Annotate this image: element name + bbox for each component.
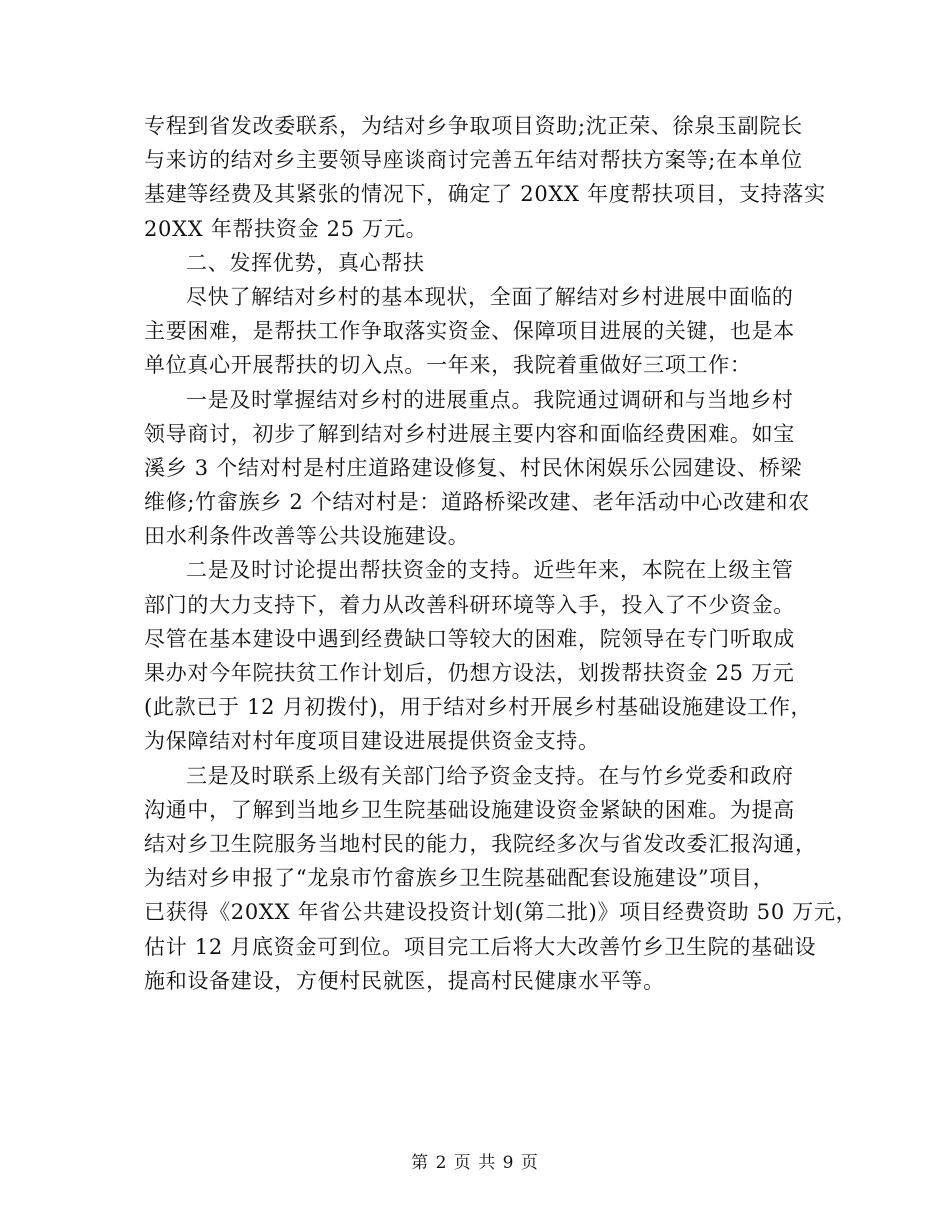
text-line: 领导商讨，初步了解到结对乡村进展主要内容和面临经费困难。如宝 — [144, 421, 795, 446]
text-line: 田水利条件改善等公共设施建设。 — [144, 524, 470, 549]
text-line: 为保障结对村年度项目建设进展提供资金支持。 — [144, 729, 600, 754]
text-line: 尽快了解结对乡村的基本现状，全面了解结对乡村进展中面临的 — [186, 284, 794, 309]
text-line: 专程到省发改委联系，为结对乡争取项目资助;沈正荣、徐泉玉副院长 — [144, 114, 803, 138]
text-line: 果办对今年院扶贫工作计划后，仍想方设法，划拨帮扶资金 25 万元 — [144, 661, 795, 685]
text-line: 尽管在基本建设中遇到经费缺口等较大的困难，院领导在专门听取成 — [144, 626, 795, 651]
text-line: 二、发挥优势，真心帮扶 — [186, 250, 425, 275]
text-line: 基建等经费及其紧张的情况下，确定了 20XX 年度帮扶项目，支持落实 — [144, 182, 826, 207]
text-line: 施和设备建设，方便村民就医，提高村民健康水平等。 — [144, 968, 665, 993]
text-line: 一是及时掌握结对乡村的进展重点。我院通过调研和与当地乡村 — [186, 387, 794, 412]
text-line: 沟通中，了解到当地乡卫生院基础设施建设资金紧缺的困难。为提高 — [144, 797, 795, 822]
text-line: 溪乡 3 个结对村是村庄道路建设修复、村民休闲娱乐公园建设、桥梁 — [144, 455, 803, 480]
text-line: 部门的大力支持下，着力从改善科研环境等入手，投入了不少资金。 — [144, 592, 795, 617]
text-line: 估计 12 月底资金可到位。项目完工后将大大改善竹乡卫生院的基础设 — [144, 934, 817, 959]
text-line: (此款已于 12 月初拨付)，用于结对乡村开展乡村基础设施建设工作， — [144, 695, 813, 720]
document-body — [144, 109, 858, 998]
text-line: 三是及时联系上级有关部门给予资金支持。在与竹乡党委和政府 — [186, 763, 794, 788]
text-line: 单位真心开展帮扶的切入点。一年来，我院着重做好三项工作： — [144, 353, 752, 378]
text-line: 为结对乡申报了“龙泉市竹畲族乡卫生院基础配套设施建设”项目， — [144, 866, 775, 891]
page-number-footer: 第 2 页 共 9 页 — [411, 1153, 539, 1173]
text-line: 二是及时讨论提出帮扶资金的支持。近些年来，本院在上级主管 — [186, 558, 794, 583]
text-line: 已获得《20XX 年省公共建设投资计划(第二批)》项目经费资助 50 万元， — [144, 900, 858, 925]
text-line: 与来访的结对乡主要领导座谈商讨完善五年结对帮扶方案等;在本单位 — [144, 148, 803, 173]
text-line: 主要困难，是帮扶工作争取落实资金、保障项目进展的关键，也是本 — [144, 319, 795, 344]
text-line: 20XX 年帮扶资金 25 万元。 — [144, 216, 428, 241]
text-line: 维修;竹畲族乡 2 个结对村是：道路桥梁改建、老年活动中心改建和农 — [144, 490, 810, 515]
text-line: 结对乡卫生院服务当地村民的能力，我院经多次与省发改委汇报沟通， — [144, 831, 817, 856]
